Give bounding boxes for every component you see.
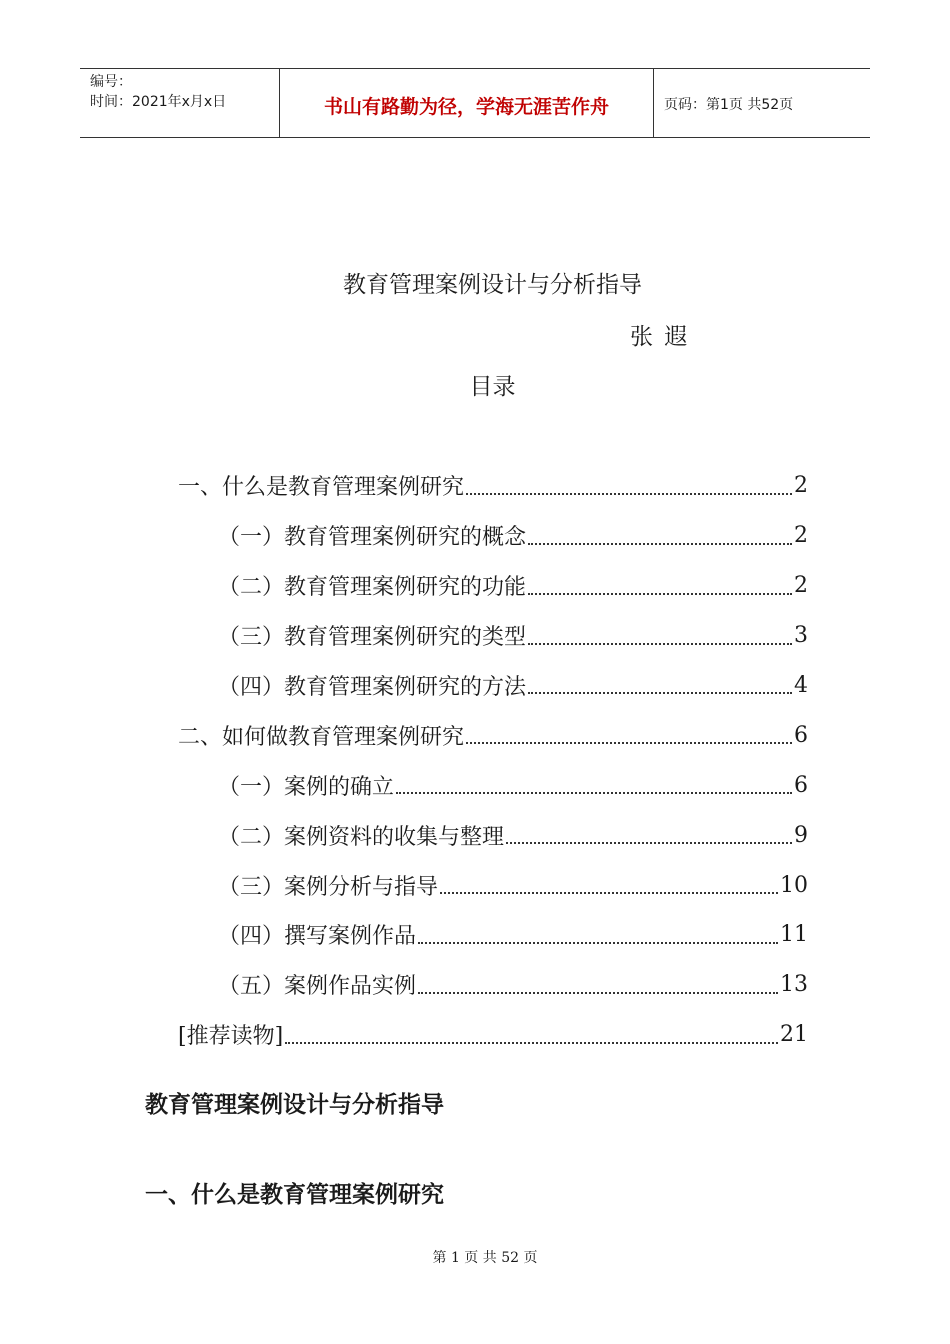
toc-entry-label: （三）教育管理案例研究的类型 [218,625,527,651]
time-label: 时间：2021年x月x日 [90,94,227,110]
toc-entry-page: 2 [794,473,808,499]
toc-entry[interactable] [178,960,808,1010]
toc-entry[interactable] [178,611,808,661]
toc-entry-label: （一）教育管理案例研究的概念 [218,525,527,551]
toc-leader [528,593,792,595]
toc-entry[interactable] [178,661,808,711]
table-of-contents [178,461,808,1060]
toc-leader [466,493,792,495]
toc-entry-label: 二、如何做教育管理案例研究 [178,724,465,750]
toc-entry-label: 一、什么是教育管理案例研究 [178,475,465,501]
header-page-info: 页码：第1页 共52页 [664,97,794,113]
toc-entry-label: [推荐读物] [178,1024,284,1050]
toc-entry-page: 2 [794,573,808,599]
toc-entry[interactable] [178,760,808,810]
toc-leader [396,792,792,794]
toc-entry-label: （四）教育管理案例研究的方法 [218,675,527,700]
toc-leader [528,692,792,694]
toc-entry[interactable] [178,710,808,760]
document-author: 张 遐 [630,324,690,350]
toc-leader [285,1042,778,1044]
toc-entry-page: 9 [794,822,808,848]
toc-leader [506,842,792,844]
header-motto: 书山有路勤为径，学海无涯苦作舟 [280,69,654,137]
number-label: 编号： [90,74,132,90]
page-footer: 第 1 页 共 52 页 [432,1250,538,1266]
toc-leader [418,942,778,944]
toc-leader [440,892,778,894]
toc-entry-page: 4 [794,673,808,698]
toc-entry[interactable] [178,461,808,511]
toc-leader [418,992,778,994]
toc-entry[interactable] [178,810,808,860]
header-meta [80,69,280,137]
toc-entry-page: 6 [794,722,808,748]
toc-heading: 目录 [469,374,516,400]
toc-entry-label: （一）案例的确立 [218,774,395,800]
page-header [80,68,870,138]
toc-entry-label: （二）教育管理案例研究的功能 [218,575,527,601]
toc-entry-page: 2 [794,523,808,549]
toc-entry-label: （五）案例作品实例 [218,974,417,1000]
toc-entry-page: 11 [780,922,808,948]
toc-entry-label: （四）撰写案例作品 [218,924,417,950]
toc-leader [528,543,792,545]
toc-entry-label: （二）案例资料的收集与整理 [218,824,505,850]
toc-entry[interactable] [178,511,808,561]
toc-entry-page: 13 [780,972,808,998]
toc-entry-page: 6 [794,772,808,798]
toc-entry-page: 10 [780,872,808,898]
section-heading: 一、什么是教育管理案例研究 [145,1182,444,1208]
toc-entry-label: （三）案例分析与指导 [218,874,439,900]
section-title: 教育管理案例设计与分析指导 [145,1092,444,1118]
toc-entry[interactable] [178,561,808,611]
toc-leader [528,643,792,645]
toc-entry-page: 21 [780,1022,808,1048]
toc-entry[interactable] [178,910,808,960]
document-title: 教育管理案例设计与分析指导 [343,272,642,298]
toc-leader [466,742,792,744]
toc-entry-page: 3 [794,623,808,649]
toc-entry[interactable] [178,1010,808,1060]
toc-entry[interactable] [178,860,808,910]
